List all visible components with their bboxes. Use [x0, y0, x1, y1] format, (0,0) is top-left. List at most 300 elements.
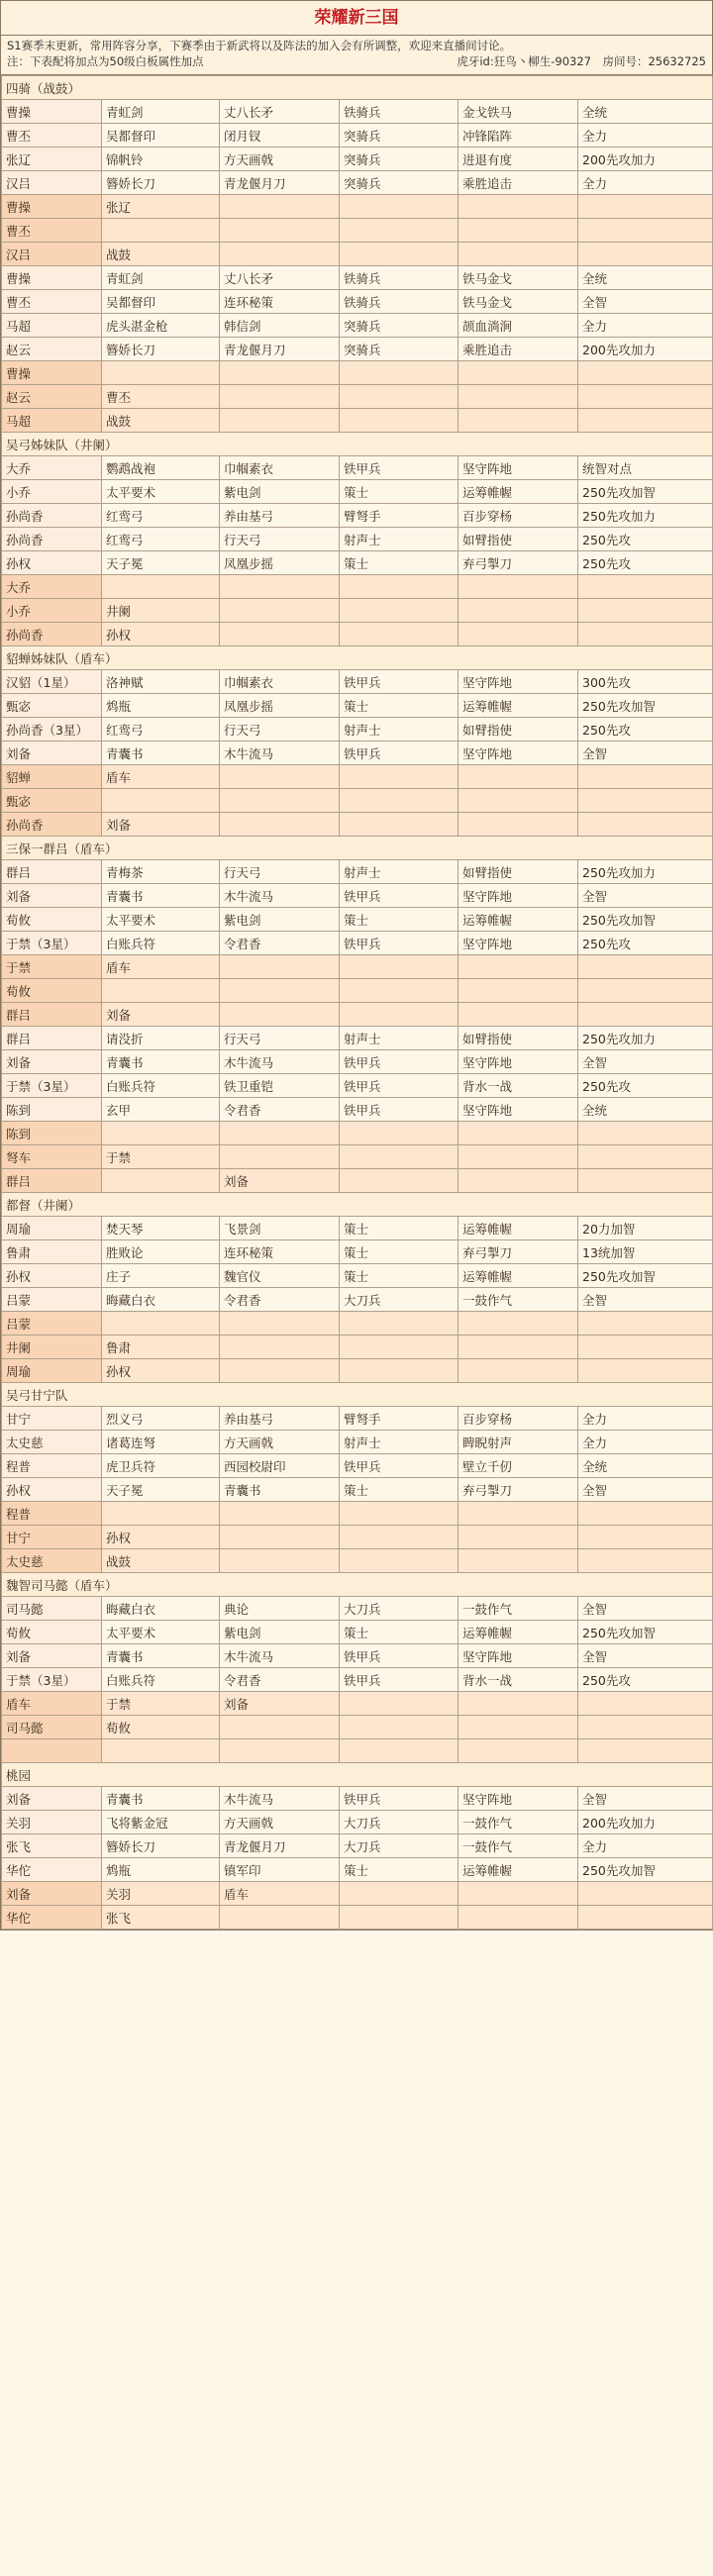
- table-cell: [220, 1739, 340, 1763]
- table-cell: 天子冕: [102, 551, 220, 575]
- table-cell: 张辽: [102, 195, 220, 219]
- section-title: 魏智司马懿（盾车）: [2, 1573, 713, 1597]
- section-header-row: [2, 1383, 713, 1407]
- table-cell: [220, 1549, 340, 1573]
- section-title: 三保一群吕（盾车）: [2, 837, 713, 860]
- table-cell: [578, 623, 713, 646]
- table-cell: [458, 1336, 578, 1359]
- table-cell: 荀攸: [2, 1621, 102, 1644]
- table-cell: 孙尚香（3星）: [2, 718, 102, 742]
- table-cell: 射声士: [340, 1027, 458, 1050]
- table-cell: [340, 1145, 458, 1169]
- table-cell: 孙尚香: [2, 528, 102, 551]
- table-cell: 赵云: [2, 338, 102, 361]
- table-cell: [2, 1739, 102, 1763]
- section-header-row: [2, 837, 713, 860]
- table-cell: 甄宓: [2, 789, 102, 813]
- table-cell: 统智对点: [578, 456, 713, 480]
- table-cell: [340, 1692, 458, 1716]
- table-cell: 于禁（3星）: [2, 1074, 102, 1098]
- streamer-info: 虎牙id:狂鸟丶柳生-90327 房间号：25632725: [457, 54, 706, 68]
- table-cell: 汉吕: [2, 171, 102, 195]
- table-cell: [458, 1122, 578, 1145]
- table-cell: 诸葛连弩: [102, 1431, 220, 1454]
- table-cell: 巾帼素衣: [220, 670, 340, 694]
- table-cell: 250先攻: [578, 528, 713, 551]
- table-cell: [458, 765, 578, 789]
- table-cell: 如臂指使: [458, 718, 578, 742]
- table-row: [2, 1597, 713, 1621]
- table-cell: [340, 195, 458, 219]
- table-cell: 韩信剑: [220, 314, 340, 338]
- table-cell: [340, 1359, 458, 1383]
- table-cell: 全智: [578, 884, 713, 908]
- table-cell: 250先攻: [578, 1074, 713, 1098]
- table-row: [2, 1858, 713, 1882]
- table-cell: 天子冕: [102, 1478, 220, 1502]
- formation-row: [2, 979, 713, 1003]
- table-cell: [458, 979, 578, 1003]
- table-cell: 全智: [578, 290, 713, 314]
- table-cell: 全统: [578, 1454, 713, 1478]
- table-cell: [458, 1312, 578, 1336]
- table-cell: 射声士: [340, 860, 458, 884]
- table-cell: [578, 361, 713, 385]
- table-cell: [458, 1169, 578, 1193]
- table-cell: 全统: [578, 1098, 713, 1122]
- table-cell: 于禁（3星）: [2, 932, 102, 955]
- table-cell: 250先攻加智: [578, 1858, 713, 1882]
- table-cell: 玄甲: [102, 1098, 220, 1122]
- table-cell: [458, 385, 578, 409]
- table-cell: 连环秘策: [220, 290, 340, 314]
- table-row: [2, 1050, 713, 1074]
- table-cell: [340, 955, 458, 979]
- table-cell: 方天画戟: [220, 1811, 340, 1834]
- table-cell: [458, 1549, 578, 1573]
- table-cell: [458, 1882, 578, 1906]
- table-cell: [102, 789, 220, 813]
- table-row: [2, 148, 713, 171]
- table-cell: [220, 1336, 340, 1359]
- table-cell: [340, 1312, 458, 1336]
- table-cell: [458, 599, 578, 623]
- table-row: [2, 670, 713, 694]
- table-cell: 策士: [340, 1217, 458, 1240]
- table-cell: [102, 979, 220, 1003]
- table-cell: 镇军印: [220, 1858, 340, 1882]
- table-row: [2, 1431, 713, 1454]
- table-cell: 弩车: [2, 1145, 102, 1169]
- table-cell: 运筹帷幄: [458, 1621, 578, 1644]
- notice-note: 注：下表配将加点为50级白板属性加点: [7, 54, 204, 68]
- table-cell: 曹丕: [102, 385, 220, 409]
- table-cell: 洛神赋: [102, 670, 220, 694]
- table-cell: 焚天琴: [102, 1217, 220, 1240]
- table-cell: [578, 243, 713, 266]
- table-cell: 红鸾弓: [102, 528, 220, 551]
- table-cell: 大刀兵: [340, 1834, 458, 1858]
- table-cell: [578, 1882, 713, 1906]
- table-cell: [340, 1336, 458, 1359]
- table-row: [2, 718, 713, 742]
- table-cell: [458, 1145, 578, 1169]
- table-cell: [340, 789, 458, 813]
- table-cell: 木牛流马: [220, 1050, 340, 1074]
- formation-row: [2, 1169, 713, 1193]
- table-cell: 策士: [340, 1264, 458, 1288]
- table-cell: 250先攻加力: [578, 860, 713, 884]
- formation-row: [2, 1336, 713, 1359]
- table-cell: 臂弩手: [340, 1407, 458, 1431]
- table-cell: 荀攸: [2, 979, 102, 1003]
- table-cell: 群吕: [2, 1003, 102, 1027]
- formation-row: [2, 1716, 713, 1739]
- table-cell: [340, 813, 458, 837]
- table-cell: [340, 979, 458, 1003]
- table-cell: [340, 1122, 458, 1145]
- formation-row: [2, 623, 713, 646]
- table-cell: 一鼓作气: [458, 1834, 578, 1858]
- table-cell: [578, 1336, 713, 1359]
- table-cell: [578, 789, 713, 813]
- table-cell: 关羽: [102, 1882, 220, 1906]
- table-cell: [340, 1003, 458, 1027]
- table-cell: [102, 1122, 220, 1145]
- table-cell: 丈八长矛: [220, 100, 340, 124]
- table-cell: [340, 1549, 458, 1573]
- table-row: [2, 504, 713, 528]
- table-row: [2, 694, 713, 718]
- table-cell: 铁甲兵: [340, 742, 458, 765]
- table-cell: 小乔: [2, 480, 102, 504]
- table-cell: 程普: [2, 1454, 102, 1478]
- table-cell: 华佗: [2, 1906, 102, 1930]
- table-cell: [220, 1145, 340, 1169]
- formation-row: [2, 813, 713, 837]
- formation-row: [2, 1739, 713, 1763]
- table-cell: 马超: [2, 314, 102, 338]
- table-cell: 大刀兵: [340, 1288, 458, 1312]
- table-cell: 青龙偃月刀: [220, 338, 340, 361]
- table-row: [2, 1668, 713, 1692]
- table-row: [2, 528, 713, 551]
- table-cell: [578, 813, 713, 837]
- table-cell: [220, 361, 340, 385]
- table-cell: 孙尚香: [2, 623, 102, 646]
- table-row: [2, 932, 713, 955]
- table-cell: [102, 1502, 220, 1526]
- table-cell: 孙尚香: [2, 813, 102, 837]
- table-cell: 铁骑兵: [340, 266, 458, 290]
- table-cell: 战鼓: [102, 409, 220, 433]
- table-cell: 飞将紫金冠: [102, 1811, 220, 1834]
- table-cell: [578, 1906, 713, 1930]
- table-cell: 木牛流马: [220, 884, 340, 908]
- table-cell: [340, 599, 458, 623]
- table-row: [2, 742, 713, 765]
- table-cell: 鹦鹉战袍: [102, 456, 220, 480]
- formation-row: [2, 385, 713, 409]
- table-cell: 13统加智: [578, 1240, 713, 1264]
- notice: [1, 36, 712, 75]
- table-cell: [340, 1882, 458, 1906]
- section-title: 吴弓甘宁队: [2, 1383, 713, 1407]
- table-cell: 射声士: [340, 718, 458, 742]
- table-cell: [578, 1502, 713, 1526]
- table-cell: 背水一战: [458, 1074, 578, 1098]
- table-cell: 大乔: [2, 456, 102, 480]
- table-cell: 鲁肃: [2, 1240, 102, 1264]
- table-cell: [220, 1122, 340, 1145]
- table-row: [2, 884, 713, 908]
- table-cell: 策士: [340, 551, 458, 575]
- table-cell: [458, 575, 578, 599]
- table-cell: 张飞: [2, 1834, 102, 1858]
- table-cell: 木牛流马: [220, 1787, 340, 1811]
- table-cell: 250先攻: [578, 551, 713, 575]
- section-title: 吴弓姊妹队（井阑）: [2, 433, 713, 456]
- table-cell: 荀攸: [102, 1716, 220, 1739]
- formation-row: [2, 789, 713, 813]
- table-cell: 刘备: [2, 1050, 102, 1074]
- table-cell: 坚守阵地: [458, 456, 578, 480]
- table-cell: [340, 623, 458, 646]
- notice-line-1: S1赛季末更新，常用阵容分享，下赛季由于新武将以及阵法的加入会有所调整，欢迎来直播间讨论。: [7, 39, 512, 52]
- table-cell: 丈八长矛: [220, 266, 340, 290]
- table-cell: [578, 1122, 713, 1145]
- table-row: [2, 290, 713, 314]
- table-cell: 百步穿杨: [458, 1407, 578, 1431]
- table-cell: 运筹帷幄: [458, 480, 578, 504]
- table-cell: 貂蝉: [2, 765, 102, 789]
- table-row: [2, 1811, 713, 1834]
- table-cell: 青虹剑: [102, 100, 220, 124]
- section-header-row: [2, 1193, 713, 1217]
- table-cell: 盾车: [220, 1882, 340, 1906]
- table-cell: 红鸾弓: [102, 718, 220, 742]
- table-cell: 颉血淌涧: [458, 314, 578, 338]
- table-cell: 吴都督印: [102, 290, 220, 314]
- table-cell: [578, 575, 713, 599]
- table-cell: 壁立千仞: [458, 1454, 578, 1478]
- table-cell: 全力: [578, 1834, 713, 1858]
- table-cell: 青龙偃月刀: [220, 171, 340, 195]
- formation-row: [2, 361, 713, 385]
- table-cell: [578, 385, 713, 409]
- table-cell: [220, 789, 340, 813]
- table-cell: [220, 1359, 340, 1383]
- table-cell: 盾车: [2, 1692, 102, 1716]
- table-cell: 全力: [578, 314, 713, 338]
- table-cell: 全力: [578, 171, 713, 195]
- table-cell: 孙权: [102, 1526, 220, 1549]
- formation-row: [2, 1359, 713, 1383]
- table-cell: 刘备: [220, 1169, 340, 1193]
- table-cell: [340, 575, 458, 599]
- formation-row: [2, 1692, 713, 1716]
- table-cell: [578, 219, 713, 243]
- table-cell: [578, 955, 713, 979]
- table-row: [2, 860, 713, 884]
- table-cell: 孙权: [102, 623, 220, 646]
- table-cell: 华佗: [2, 1858, 102, 1882]
- table-cell: 张辽: [2, 148, 102, 171]
- formation-row: [2, 1906, 713, 1930]
- table-cell: 凤凰步摇: [220, 694, 340, 718]
- table-cell: 铁骑兵: [340, 290, 458, 314]
- table-cell: 全力: [578, 1407, 713, 1431]
- table-cell: 策士: [340, 1621, 458, 1644]
- table-cell: 养由基弓: [220, 504, 340, 528]
- table-row: [2, 480, 713, 504]
- table-cell: 青虹剑: [102, 266, 220, 290]
- table-cell: 簪娇长刀: [102, 338, 220, 361]
- table-cell: 曹操: [2, 361, 102, 385]
- table-cell: [340, 1169, 458, 1193]
- formation-row: [2, 765, 713, 789]
- table-row: [2, 100, 713, 124]
- table-cell: [220, 1716, 340, 1739]
- section-title: 貂蝉姊妹队（盾车）: [2, 646, 713, 670]
- table-cell: [578, 1145, 713, 1169]
- table-cell: 坚守阵地: [458, 670, 578, 694]
- table-cell: 胜败论: [102, 1240, 220, 1264]
- table-cell: [220, 813, 340, 837]
- table-cell: 坚守阵地: [458, 1644, 578, 1668]
- table-cell: 250先攻: [578, 718, 713, 742]
- table-cell: 250先攻加智: [578, 908, 713, 932]
- table-cell: 运筹帷幄: [458, 1217, 578, 1240]
- table-row: [2, 314, 713, 338]
- table-cell: 巾帼素衣: [220, 456, 340, 480]
- table-row: [2, 171, 713, 195]
- table-cell: 令君香: [220, 1288, 340, 1312]
- table-cell: 紫电剑: [220, 480, 340, 504]
- table-cell: [220, 195, 340, 219]
- table-cell: [578, 1692, 713, 1716]
- table-cell: 鸩瓶: [102, 694, 220, 718]
- table-row: [2, 1240, 713, 1264]
- table-cell: 太史慈: [2, 1431, 102, 1454]
- table-cell: 井阑: [102, 599, 220, 623]
- formation-row: [2, 1003, 713, 1027]
- table-cell: 孙权: [2, 1264, 102, 1288]
- table-cell: 如臂指使: [458, 528, 578, 551]
- formation-row: [2, 575, 713, 599]
- table-cell: [458, 409, 578, 433]
- table-cell: [578, 1169, 713, 1193]
- table-cell: [340, 1716, 458, 1739]
- table-cell: [578, 1003, 713, 1027]
- table-cell: 20力加智: [578, 1217, 713, 1240]
- table-cell: 行天弓: [220, 528, 340, 551]
- table-cell: [340, 243, 458, 266]
- table-cell: 铁甲兵: [340, 932, 458, 955]
- table-cell: 孙权: [2, 1478, 102, 1502]
- table-cell: 乘胜追击: [458, 171, 578, 195]
- table-cell: 曹操: [2, 100, 102, 124]
- table-cell: 曹丕: [2, 290, 102, 314]
- table-cell: 典论: [220, 1597, 340, 1621]
- table-cell: 坚守阵地: [458, 1098, 578, 1122]
- table-cell: [220, 1312, 340, 1336]
- table-cell: 汉貂（1星）: [2, 670, 102, 694]
- table-cell: 突骑兵: [340, 148, 458, 171]
- table-cell: [458, 1526, 578, 1549]
- table-cell: [340, 765, 458, 789]
- table-cell: 坚守阵地: [458, 932, 578, 955]
- table-cell: 乘胜追击: [458, 338, 578, 361]
- table-cell: 马超: [2, 409, 102, 433]
- formation-row: [2, 219, 713, 243]
- table-cell: 小乔: [2, 599, 102, 623]
- table-cell: [578, 1739, 713, 1763]
- table-cell: 大刀兵: [340, 1597, 458, 1621]
- table-cell: [340, 409, 458, 433]
- table-cell: [220, 955, 340, 979]
- table-cell: 青囊书: [102, 884, 220, 908]
- table-cell: 背水一战: [458, 1668, 578, 1692]
- table-cell: 关羽: [2, 1811, 102, 1834]
- table-cell: 周瑜: [2, 1359, 102, 1383]
- table-cell: 200先攻加力: [578, 338, 713, 361]
- table-row: [2, 1478, 713, 1502]
- table-cell: [578, 1716, 713, 1739]
- table-cell: 臂弩手: [340, 504, 458, 528]
- table-cell: 刘备: [102, 1003, 220, 1027]
- table-row: [2, 1787, 713, 1811]
- table-cell: [220, 979, 340, 1003]
- section-header-row: [2, 1573, 713, 1597]
- table-cell: 弃弓掣刀: [458, 1240, 578, 1264]
- table-cell: 运筹帷幄: [458, 1264, 578, 1288]
- table-cell: 行天弓: [220, 718, 340, 742]
- table-cell: 太平要术: [102, 480, 220, 504]
- table-cell: 坚守阵地: [458, 1050, 578, 1074]
- table-row: [2, 1644, 713, 1668]
- table-cell: 吴都督印: [102, 124, 220, 148]
- table-row: [2, 551, 713, 575]
- section-title: 都督（井阑）: [2, 1193, 713, 1217]
- table-cell: [220, 1502, 340, 1526]
- table-cell: [458, 955, 578, 979]
- table-cell: 曹操: [2, 195, 102, 219]
- table-cell: 250先攻加智: [578, 480, 713, 504]
- table-row: [2, 266, 713, 290]
- table-cell: [458, 1359, 578, 1383]
- table-cell: 程普: [2, 1502, 102, 1526]
- section-header-row: [2, 433, 713, 456]
- formation-row: [2, 243, 713, 266]
- table-cell: [340, 1526, 458, 1549]
- table-cell: [458, 1502, 578, 1526]
- table-cell: 铁骑兵: [340, 100, 458, 124]
- table-cell: 250先攻加智: [578, 694, 713, 718]
- table-cell: 300先攻: [578, 670, 713, 694]
- table-cell: 250先攻加智: [578, 1264, 713, 1288]
- table-cell: [578, 599, 713, 623]
- table-cell: 青囊书: [102, 1787, 220, 1811]
- table-cell: [458, 1739, 578, 1763]
- table-cell: 群吕: [2, 1027, 102, 1050]
- table-cell: 全智: [578, 1597, 713, 1621]
- table-cell: 方天画戟: [220, 1431, 340, 1454]
- table-cell: 进退有度: [458, 148, 578, 171]
- table-cell: 飞景剑: [220, 1217, 340, 1240]
- table-cell: 陈到: [2, 1122, 102, 1145]
- table-cell: [578, 1549, 713, 1573]
